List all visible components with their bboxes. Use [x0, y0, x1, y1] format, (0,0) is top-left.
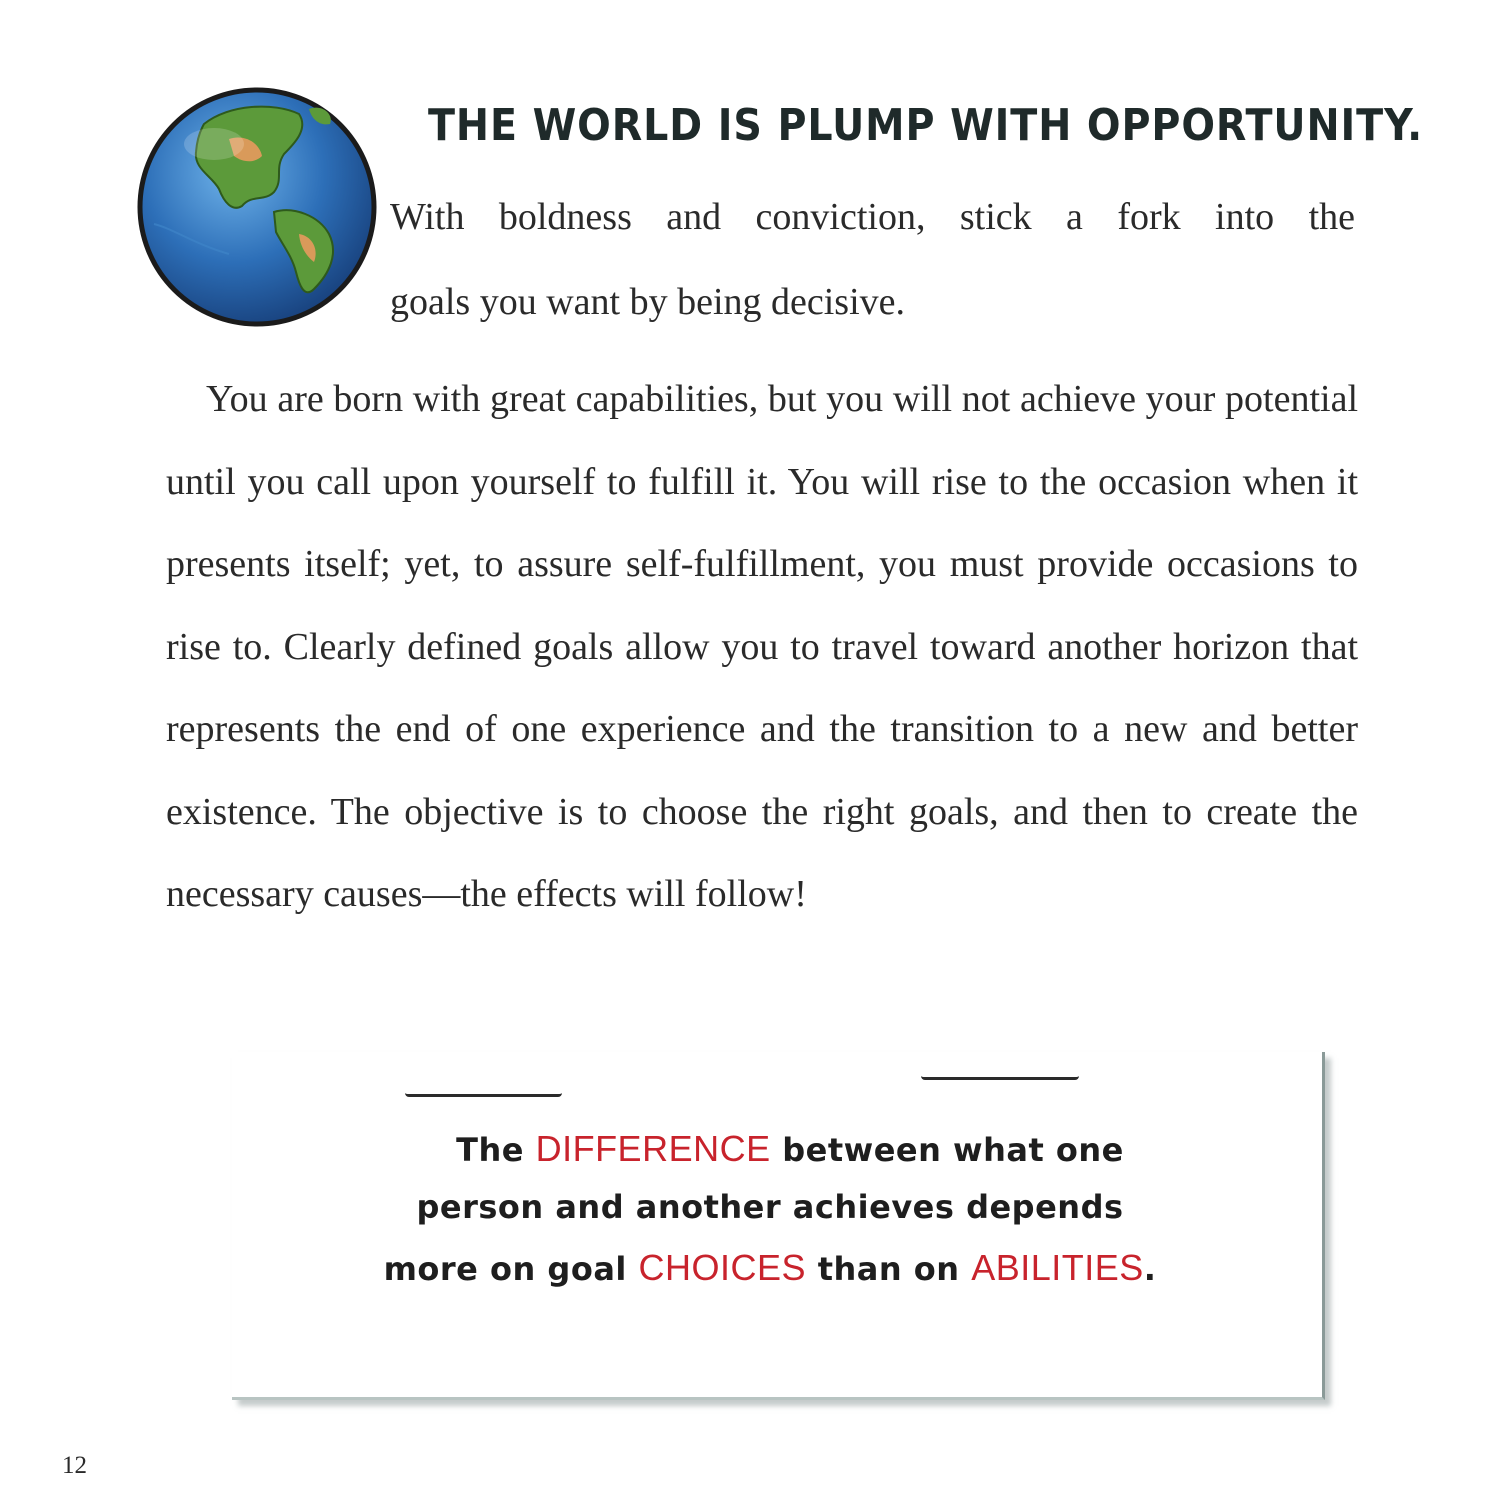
quote-line-3 [220, 1247, 1320, 1289]
body-paragraph: You are born with great capabilities, but you will not achieve your potential until you call upon yourself to fulfill it. You will rise to the occasion when it presents itself; yet, to assure self-fulfillment, you must provide occasions to rise to. Clearly defined goals allow you to travel toward another horizon that represents the end of one experience and the transition to a new and better existence. The objective is to choose the right goals, and then to create the necessary causes—the effects will follow! [166, 378, 1358, 915]
quote-rule-left [405, 1088, 562, 1097]
page-number: 12 [62, 1452, 87, 1479]
quote-line-1 [240, 1128, 1340, 1170]
intro-line-2: goals you want by being decisive. [390, 281, 906, 323]
quote-rule-right [921, 1069, 1079, 1080]
intro-line-1: With boldness and conviction, stick a fork into the [390, 196, 1355, 238]
quote-emphasis-abilities: ABILITIES [971, 1247, 1144, 1288]
quote-emphasis-difference: DIFFERENCE [535, 1128, 771, 1169]
page-heading: THE WORLD IS PLUMP WITH OPPORTUNITY. [428, 100, 1424, 151]
quote-text: more on goal [383, 1250, 639, 1288]
quote-text: than on [806, 1250, 972, 1288]
quote-line-2: person and another achieves depends [416, 1188, 1124, 1226]
quote-text: The [456, 1131, 536, 1169]
quote-callout-box [232, 1052, 1325, 1400]
globe-icon [134, 84, 380, 330]
quote-text: between what one [770, 1131, 1124, 1169]
quote-emphasis-choices: CHOICES [638, 1247, 807, 1288]
quote-text: . [1143, 1250, 1157, 1288]
